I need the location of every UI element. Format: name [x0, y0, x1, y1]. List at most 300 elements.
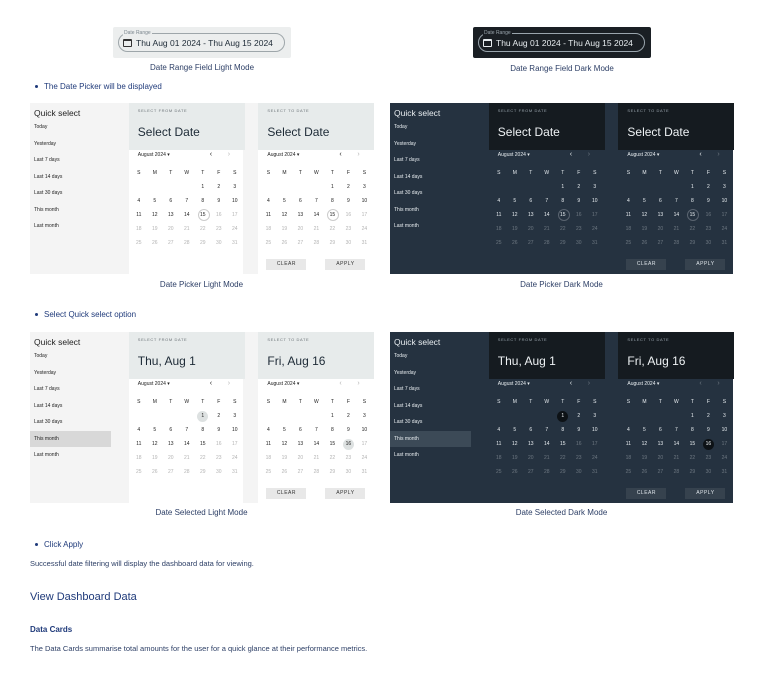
day-cell[interactable]: 3: [363, 413, 366, 419]
day-cell[interactable]: 22: [689, 455, 696, 461]
day-cell[interactable]: 21: [673, 455, 680, 461]
day-cell[interactable]: 11: [136, 212, 142, 218]
next-month-icon[interactable]: ›: [717, 151, 720, 158]
day-cell[interactable]: 6: [659, 198, 662, 204]
day-cell[interactable]: 6: [299, 427, 302, 433]
day-cell[interactable]: 20: [168, 455, 174, 461]
next-month-icon[interactable]: ›: [587, 151, 591, 158]
day-cell[interactable]: 20: [657, 455, 664, 461]
quick-item[interactable]: Last 14 days: [34, 173, 63, 180]
day-cell[interactable]: 31: [721, 240, 728, 246]
day-cell[interactable]: 6: [529, 427, 533, 433]
day-cell[interactable]: 5: [513, 427, 517, 433]
prev-month-icon[interactable]: ‹: [339, 151, 342, 158]
day-cell[interactable]: 12: [152, 441, 158, 447]
day-cell[interactable]: 22: [560, 455, 566, 461]
month-select[interactable]: August 2024 ▾: [497, 152, 530, 158]
day-cell[interactable]: 7: [675, 427, 678, 433]
day-cell[interactable]: 16: [576, 441, 582, 447]
day-cell[interactable]: 4: [267, 198, 270, 204]
day-cell[interactable]: 5: [153, 198, 157, 204]
day-cell[interactable]: 11: [625, 212, 631, 218]
day-cell[interactable]: 21: [544, 455, 550, 461]
day-cell[interactable]: 17: [721, 212, 728, 218]
quick-item[interactable]: Last month: [394, 223, 419, 229]
day-cell[interactable]: 18: [136, 455, 142, 461]
day-cell[interactable]: 24: [361, 226, 368, 232]
day-cell[interactable]: 14: [673, 212, 680, 218]
day-cell[interactable]: 19: [641, 455, 648, 461]
quick-item[interactable]: Last 7 days: [394, 157, 420, 163]
quick-item[interactable]: Last month: [34, 452, 59, 458]
day-cell[interactable]: 13: [657, 441, 664, 447]
day-cell[interactable]: 25: [496, 469, 502, 475]
day-cell[interactable]: 12: [512, 441, 518, 447]
day-cell[interactable]: 26: [281, 469, 288, 475]
day-cell[interactable]: 16: [216, 212, 222, 218]
day-cell[interactable]: 27: [168, 240, 174, 246]
day-cell[interactable]: 4: [137, 427, 141, 433]
day-cell[interactable]: 19: [641, 226, 648, 232]
day-cell[interactable]: 1: [561, 184, 565, 190]
prev-month-icon[interactable]: ‹: [699, 380, 702, 387]
day-cell[interactable]: 26: [281, 240, 288, 246]
day-cell[interactable]: 20: [657, 226, 664, 232]
day-cell[interactable]: 9: [577, 427, 581, 433]
quick-item[interactable]: Yesterday: [34, 369, 57, 376]
day-cell[interactable]: 28: [673, 469, 680, 475]
day-cell[interactable]: 22: [329, 226, 336, 232]
day-cell[interactable]: 15: [324, 209, 340, 221]
day-cell[interactable]: 27: [168, 469, 174, 475]
day-cell[interactable]: 15: [560, 441, 566, 447]
day-cell[interactable]: 29: [329, 240, 336, 246]
next-month-icon[interactable]: ›: [357, 380, 360, 387]
day-cell[interactable]: 20: [297, 455, 304, 461]
day-cell[interactable]: 25: [625, 240, 632, 246]
day-cell[interactable]: 31: [232, 469, 238, 475]
day-cell[interactable]: 18: [625, 226, 632, 232]
day-cell[interactable]: 12: [281, 212, 288, 218]
day-cell[interactable]: 19: [152, 455, 158, 461]
day-cell[interactable]: 6: [529, 198, 533, 204]
day-cell[interactable]: 3: [723, 413, 726, 419]
day-cell[interactable]: 20: [168, 226, 174, 232]
day-cell[interactable]: 25: [136, 240, 142, 246]
day-cell[interactable]: 2: [577, 413, 581, 419]
day-cell[interactable]: 7: [315, 427, 318, 433]
day-cell[interactable]: 18: [265, 226, 272, 232]
day-cell[interactable]: 25: [265, 469, 272, 475]
day-cell[interactable]: 21: [313, 455, 320, 461]
day-cell[interactable]: 1: [331, 413, 334, 419]
day-cell[interactable]: 15: [555, 209, 571, 221]
day-cell[interactable]: 17: [361, 212, 368, 218]
day-cell[interactable]: 13: [168, 441, 174, 447]
day-cell[interactable]: 16: [705, 212, 712, 218]
prev-month-icon[interactable]: ‹: [339, 380, 342, 387]
day-cell[interactable]: 4: [497, 427, 501, 433]
day-cell[interactable]: 17: [232, 441, 238, 447]
day-cell[interactable]: 22: [560, 226, 566, 232]
day-cell[interactable]: 14: [673, 441, 680, 447]
day-cell[interactable]: 28: [544, 469, 550, 475]
day-cell[interactable]: 26: [152, 240, 158, 246]
day-cell[interactable]: 6: [169, 198, 173, 204]
day-cell[interactable]: 5: [283, 427, 286, 433]
next-month-icon[interactable]: ›: [587, 380, 591, 387]
day-cell[interactable]: 10: [721, 198, 728, 204]
day-cell[interactable]: 15: [329, 441, 336, 447]
clear-button[interactable]: CLEAR: [626, 259, 666, 270]
day-cell[interactable]: 28: [673, 240, 680, 246]
day-cell[interactable]: 11: [496, 212, 502, 218]
day-cell[interactable]: 17: [721, 441, 728, 447]
day-cell[interactable]: 27: [297, 240, 304, 246]
day-cell[interactable]: 19: [512, 226, 518, 232]
day-cell[interactable]: 15: [200, 441, 206, 447]
day-cell[interactable]: 13: [528, 441, 534, 447]
day-cell[interactable]: 29: [689, 240, 696, 246]
day-cell[interactable]: 23: [216, 226, 222, 232]
day-cell[interactable]: 3: [233, 413, 237, 419]
day-cell[interactable]: 5: [283, 198, 286, 204]
day-cell[interactable]: 14: [184, 441, 190, 447]
day-cell[interactable]: 25: [625, 469, 632, 475]
day-cell[interactable]: 24: [232, 226, 238, 232]
day-cell[interactable]: 29: [689, 469, 696, 475]
day-cell[interactable]: 23: [576, 226, 582, 232]
day-cell[interactable]: 20: [528, 455, 534, 461]
month-select[interactable]: August 2024 ▾: [137, 152, 170, 158]
apply-button[interactable]: APPLY: [325, 488, 365, 499]
day-cell[interactable]: 29: [329, 469, 336, 475]
day-cell[interactable]: 22: [689, 226, 696, 232]
quick-item[interactable]: Today: [34, 353, 48, 359]
prev-month-icon[interactable]: ‹: [699, 151, 702, 158]
quick-item[interactable]: Yesterday: [34, 140, 57, 147]
day-cell[interactable]: 3: [593, 184, 597, 190]
day-cell[interactable]: 12: [152, 212, 158, 218]
day-cell[interactable]: 9: [707, 198, 710, 204]
day-cell[interactable]: 9: [577, 198, 581, 204]
quick-item[interactable]: Last 30 days: [394, 419, 423, 425]
day-cell[interactable]: 7: [185, 427, 189, 433]
day-cell[interactable]: 11: [496, 441, 502, 447]
day-cell[interactable]: 13: [297, 212, 304, 218]
day-cell[interactable]: 2: [217, 413, 221, 419]
day-cell[interactable]: 12: [641, 212, 648, 218]
day-cell[interactable]: 13: [168, 212, 174, 218]
day-cell[interactable]: 18: [265, 455, 272, 461]
day-cell[interactable]: 23: [576, 455, 582, 461]
day-cell[interactable]: 4: [497, 198, 501, 204]
day-cell[interactable]: 17: [232, 212, 238, 218]
day-cell[interactable]: 8: [691, 198, 694, 204]
prev-month-icon[interactable]: ‹: [209, 380, 213, 387]
day-cell[interactable]: 9: [347, 198, 350, 204]
day-cell[interactable]: 31: [592, 240, 598, 246]
month-select[interactable]: August 2024 ▾: [627, 381, 660, 387]
day-cell[interactable]: 27: [528, 240, 534, 246]
day-cell[interactable]: 9: [707, 427, 710, 433]
day-cell[interactable]: 28: [544, 240, 550, 246]
quick-item[interactable]: Today: [34, 124, 48, 130]
day-cell[interactable]: 15: [195, 209, 211, 221]
day-cell[interactable]: 18: [136, 226, 142, 232]
day-cell[interactable]: 7: [185, 198, 189, 204]
day-cell[interactable]: 1: [201, 184, 205, 190]
day-cell[interactable]: 30: [576, 240, 582, 246]
day-cell[interactable]: 22: [329, 455, 336, 461]
day-cell[interactable]: 3: [593, 413, 597, 419]
day-cell[interactable]: 31: [361, 469, 368, 475]
day-cell[interactable]: 11: [625, 441, 631, 447]
day-cell[interactable]: 15: [689, 441, 696, 447]
day-cell-selected[interactable]: 1: [555, 410, 571, 422]
day-cell[interactable]: 30: [705, 469, 712, 475]
quick-item[interactable]: Last 14 days: [394, 402, 423, 409]
day-cell[interactable]: 2: [707, 184, 710, 190]
day-cell[interactable]: 11: [265, 212, 271, 218]
day-cell[interactable]: 26: [641, 469, 648, 475]
day-cell[interactable]: 28: [184, 469, 190, 475]
day-cell[interactable]: 31: [721, 469, 728, 475]
day-cell[interactable]: 16: [576, 212, 582, 218]
quick-item[interactable]: This month: [34, 206, 59, 213]
day-cell[interactable]: 2: [707, 413, 710, 419]
day-cell[interactable]: 7: [545, 198, 549, 204]
clear-button[interactable]: CLEAR: [266, 488, 306, 499]
day-cell[interactable]: 1: [691, 413, 694, 419]
day-cell[interactable]: 21: [184, 455, 190, 461]
day-cell[interactable]: 24: [232, 455, 238, 461]
day-cell[interactable]: 20: [297, 226, 304, 232]
day-cell[interactable]: 20: [528, 226, 534, 232]
day-cell[interactable]: 2: [217, 184, 221, 190]
day-cell[interactable]: 30: [705, 240, 712, 246]
day-cell[interactable]: 8: [691, 427, 694, 433]
day-cell[interactable]: 23: [705, 455, 712, 461]
day-cell[interactable]: 8: [331, 427, 334, 433]
day-cell[interactable]: 30: [345, 240, 352, 246]
day-cell[interactable]: 14: [544, 212, 550, 218]
day-cell[interactable]: 15: [684, 209, 700, 221]
day-cell[interactable]: 4: [627, 198, 630, 204]
day-cell[interactable]: 18: [496, 226, 502, 232]
day-cell[interactable]: 10: [232, 198, 238, 204]
day-cell[interactable]: 8: [201, 198, 205, 204]
quick-item[interactable]: Last 30 days: [394, 190, 423, 196]
day-cell[interactable]: 17: [592, 441, 598, 447]
day-cell[interactable]: 5: [153, 427, 157, 433]
day-cell[interactable]: 2: [577, 184, 581, 190]
day-cell[interactable]: 5: [643, 427, 646, 433]
day-cell[interactable]: 7: [545, 427, 549, 433]
clear-button[interactable]: CLEAR: [626, 488, 666, 499]
day-cell[interactable]: 25: [136, 469, 142, 475]
next-month-icon[interactable]: ›: [227, 151, 231, 158]
day-cell[interactable]: 3: [363, 184, 366, 190]
quick-item[interactable]: Yesterday: [394, 140, 417, 147]
day-cell[interactable]: 30: [216, 240, 222, 246]
day-cell[interactable]: 21: [313, 226, 320, 232]
day-cell[interactable]: 14: [313, 441, 320, 447]
day-cell[interactable]: 6: [169, 427, 173, 433]
prev-month-icon[interactable]: ‹: [569, 380, 573, 387]
day-cell[interactable]: 10: [592, 427, 598, 433]
day-cell[interactable]: 3: [723, 184, 726, 190]
month-select[interactable]: August 2024 ▾: [137, 381, 170, 387]
day-cell[interactable]: 14: [313, 212, 320, 218]
quick-item[interactable]: This month: [394, 206, 419, 213]
day-cell[interactable]: 8: [561, 198, 565, 204]
quick-item[interactable]: Last month: [394, 452, 419, 458]
day-cell[interactable]: 22: [200, 455, 206, 461]
day-cell[interactable]: 7: [675, 198, 678, 204]
quick-item[interactable]: Last 30 days: [34, 190, 63, 196]
day-cell[interactable]: 12: [641, 441, 648, 447]
day-cell[interactable]: 23: [345, 455, 352, 461]
day-cell[interactable]: 11: [136, 441, 142, 447]
prev-month-icon[interactable]: ‹: [209, 151, 213, 158]
quick-item[interactable]: This month: [30, 431, 111, 447]
month-select[interactable]: August 2024 ▾: [627, 152, 660, 158]
day-cell[interactable]: 26: [512, 469, 518, 475]
day-cell[interactable]: 9: [217, 198, 221, 204]
day-cell[interactable]: 27: [657, 469, 664, 475]
day-cell[interactable]: 21: [673, 226, 680, 232]
day-cell-selected[interactable]: 1: [195, 410, 211, 422]
day-cell[interactable]: 8: [201, 427, 205, 433]
day-cell[interactable]: 31: [232, 240, 238, 246]
day-cell[interactable]: 21: [184, 226, 190, 232]
quick-item[interactable]: Last 7 days: [394, 386, 420, 392]
day-cell[interactable]: 29: [560, 469, 566, 475]
day-cell[interactable]: 31: [592, 469, 598, 475]
day-cell[interactable]: 21: [544, 226, 550, 232]
day-cell[interactable]: 24: [721, 455, 728, 461]
day-cell[interactable]: 7: [315, 198, 318, 204]
day-cell[interactable]: 24: [592, 226, 598, 232]
quick-item[interactable]: Last 14 days: [34, 402, 63, 409]
day-cell[interactable]: 18: [625, 455, 632, 461]
quick-item[interactable]: Yesterday: [394, 369, 417, 376]
month-select[interactable]: August 2024 ▾: [497, 381, 530, 387]
day-cell[interactable]: 6: [659, 427, 662, 433]
day-cell[interactable]: 13: [528, 212, 534, 218]
day-cell[interactable]: 28: [313, 240, 320, 246]
day-cell[interactable]: 8: [331, 198, 334, 204]
day-cell[interactable]: 16: [345, 212, 352, 218]
day-cell[interactable]: 23: [216, 455, 222, 461]
day-cell[interactable]: 19: [152, 226, 158, 232]
day-cell[interactable]: 31: [361, 240, 368, 246]
day-cell[interactable]: 14: [184, 212, 190, 218]
day-cell[interactable]: 14: [544, 441, 550, 447]
day-cell[interactable]: 3: [233, 184, 237, 190]
day-cell[interactable]: 27: [528, 469, 534, 475]
day-cell[interactable]: 4: [137, 198, 141, 204]
next-month-icon[interactable]: ›: [717, 380, 720, 387]
day-cell[interactable]: 9: [217, 427, 221, 433]
day-cell[interactable]: 26: [512, 240, 518, 246]
day-cell[interactable]: 24: [592, 455, 598, 461]
day-cell[interactable]: 10: [721, 427, 728, 433]
quick-item[interactable]: Today: [394, 353, 408, 359]
day-cell[interactable]: 5: [513, 198, 517, 204]
day-cell[interactable]: 27: [657, 240, 664, 246]
day-cell[interactable]: 5: [643, 198, 646, 204]
apply-button[interactable]: APPLY: [685, 259, 725, 270]
day-cell[interactable]: 13: [657, 212, 664, 218]
day-cell[interactable]: 17: [361, 441, 368, 447]
quick-item[interactable]: This month: [390, 431, 471, 447]
day-cell[interactable]: 29: [200, 469, 206, 475]
day-cell[interactable]: 2: [347, 184, 350, 190]
month-select[interactable]: August 2024 ▾: [267, 152, 300, 158]
next-month-icon[interactable]: ›: [357, 151, 360, 158]
day-cell[interactable]: 25: [265, 240, 272, 246]
day-cell[interactable]: 30: [576, 469, 582, 475]
day-cell[interactable]: 23: [705, 226, 712, 232]
day-cell[interactable]: 26: [152, 469, 158, 475]
day-cell[interactable]: 2: [347, 413, 350, 419]
day-cell[interactable]: 19: [512, 455, 518, 461]
quick-item[interactable]: Last 7 days: [34, 157, 60, 163]
day-cell[interactable]: 12: [512, 212, 518, 218]
day-cell[interactable]: 28: [313, 469, 320, 475]
day-cell[interactable]: 1: [331, 184, 334, 190]
day-cell[interactable]: 26: [641, 240, 648, 246]
day-cell[interactable]: 16: [216, 441, 222, 447]
day-cell[interactable]: 27: [297, 469, 304, 475]
day-cell[interactable]: 28: [184, 240, 190, 246]
day-cell[interactable]: 4: [627, 427, 630, 433]
quick-item[interactable]: Last 30 days: [34, 419, 63, 425]
day-cell[interactable]: 25: [496, 240, 502, 246]
day-cell[interactable]: 19: [281, 226, 288, 232]
quick-item[interactable]: Today: [394, 124, 408, 130]
day-cell[interactable]: 12: [281, 441, 288, 447]
day-cell[interactable]: 1: [691, 184, 694, 190]
day-cell[interactable]: 19: [281, 455, 288, 461]
day-cell[interactable]: 8: [561, 427, 565, 433]
day-cell[interactable]: 10: [361, 198, 368, 204]
day-cell[interactable]: 29: [200, 240, 206, 246]
day-cell[interactable]: 10: [232, 427, 238, 433]
day-cell[interactable]: 13: [297, 441, 304, 447]
day-cell[interactable]: 6: [299, 198, 302, 204]
month-select[interactable]: August 2024 ▾: [267, 381, 300, 387]
day-cell-selected[interactable]: 16: [700, 438, 716, 450]
apply-button[interactable]: APPLY: [685, 488, 725, 499]
quick-item[interactable]: Last 7 days: [34, 386, 60, 392]
next-month-icon[interactable]: ›: [227, 380, 231, 387]
day-cell[interactable]: 30: [345, 469, 352, 475]
quick-item[interactable]: Last month: [34, 223, 59, 229]
day-cell[interactable]: 17: [592, 212, 598, 218]
day-cell[interactable]: 24: [721, 226, 728, 232]
day-cell[interactable]: 22: [200, 226, 206, 232]
day-cell[interactable]: 10: [361, 427, 368, 433]
day-cell[interactable]: 10: [592, 198, 598, 204]
quick-item[interactable]: Last 14 days: [394, 173, 423, 180]
day-cell[interactable]: 30: [216, 469, 222, 475]
day-cell[interactable]: 4: [267, 427, 270, 433]
apply-button[interactable]: APPLY: [325, 259, 365, 270]
day-cell[interactable]: 29: [560, 240, 566, 246]
